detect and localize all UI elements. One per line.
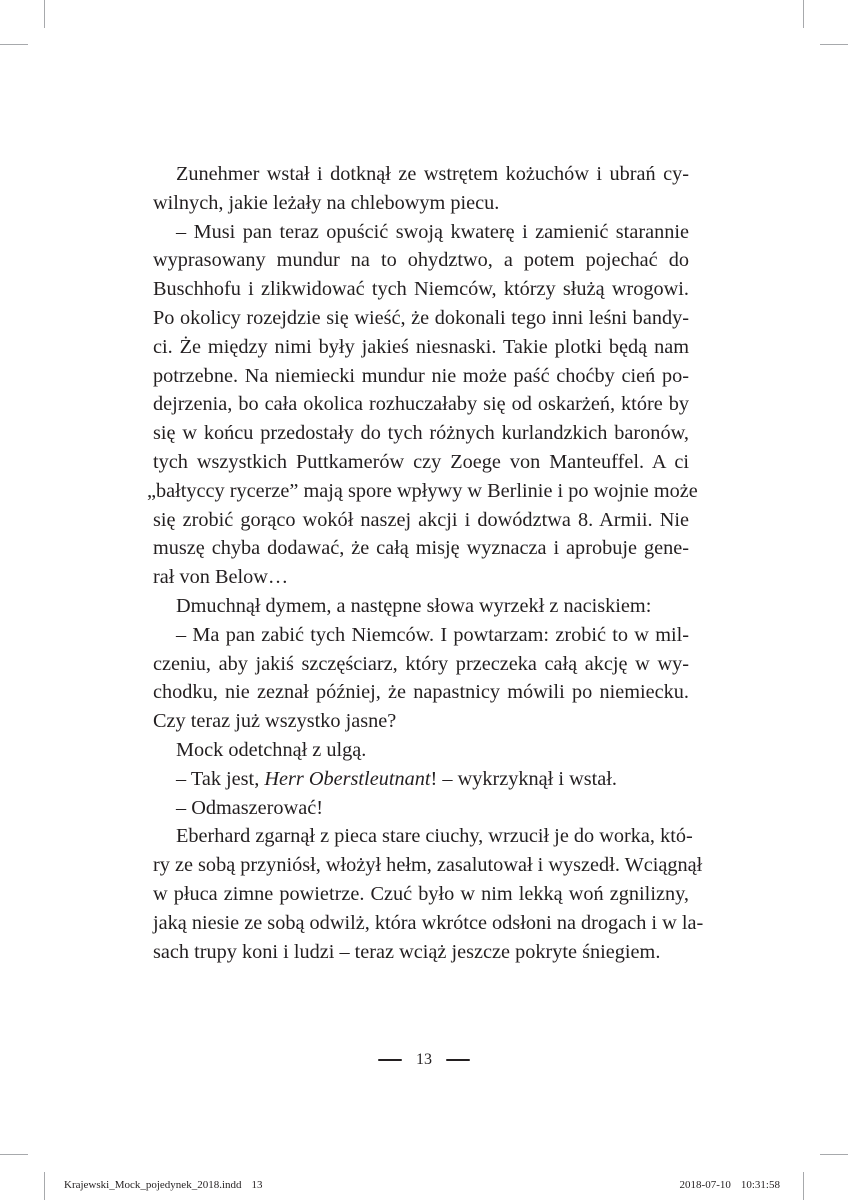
text-line: potrzebne. Na niemiecki mundur nie może paść choćby cień po-	[153, 364, 689, 387]
page-number-value: 13	[416, 1051, 432, 1068]
slug-file-name: Krajewski_Mock_pojedynek_2018.indd	[64, 1179, 242, 1191]
text-line: – Odmaszerować!	[176, 796, 323, 819]
slug-date: 2018-07-10	[679, 1179, 731, 1191]
text-line: tych wszystkich Puttkamerów czy Zoege von Manteuffel. A ci	[153, 450, 689, 473]
text-line: się w końcu przedostały do tych różnych kurlandzkich baronów,	[153, 422, 689, 445]
body-text	[147, 160, 704, 966]
text-line: jaką niesie ze sobą odwilż, która wkrótce odsłoni na drogach i w la-	[153, 911, 704, 934]
crop-mark-top-right-vertical	[803, 0, 804, 28]
crop-mark-top-right-horizontal	[820, 44, 848, 45]
text-line: czeniu, aby jakiś szczęściarz, który przeczeka całą akcję w wy-	[153, 652, 689, 675]
text-line: – Ma pan zabić tych Niemców. I powtarzam: zrobić to w mil-	[176, 623, 689, 646]
text-line: w płuca zimne powietrze. Czuć było w nim lekką woń zgnilizny,	[153, 882, 689, 905]
folio-dash-left	[378, 1059, 402, 1061]
text-line: Dmuchnął dymem, a następne słowa wyrzekł z naciskiem:	[176, 594, 652, 617]
crop-mark-bottom-left-horizontal	[0, 1154, 28, 1155]
dialogue-start: – Tak jest,	[176, 767, 265, 790]
folio-dash-right	[446, 1059, 470, 1061]
text-line: ci. Że między nimi były jakieś niesnaski. Takie plotki będą nam	[153, 335, 689, 358]
text-line: – Musi pan teraz opuścić swoją kwaterę i zamienić starannie	[176, 220, 689, 243]
text-line: muszę chyba dodawać, że całą misję wyznacza i aprobuje gene-	[153, 537, 689, 560]
text-line: Eberhard zgarnął z pieca stare ciuchy, wrzucił je do worka, któ-	[176, 825, 693, 848]
text-line: „bałtyccy rycerze” mają spore wpływy w Berlinie i po wojnie może	[147, 479, 698, 502]
crop-mark-bottom-right-vertical	[803, 1172, 804, 1200]
crop-mark-bottom-left-vertical	[44, 1172, 45, 1200]
text-line: Zunehmer wstał i dotknął ze wstrętem kożuchów i ubrań cy-	[176, 163, 689, 185]
text-line: wilnych, jakie leżały na chlebowym piecu.	[153, 191, 500, 214]
text-line: ry ze sobą przyniósł, włożył hełm, zasalutował i wyszedł. Wciągnął	[153, 854, 703, 877]
text-line: rał von Below…	[153, 566, 289, 589]
slug-page-number: 13	[251, 1179, 263, 1191]
text-line: sach trupy koni i ludzi – teraz wciąż jeszcze pokryte śniegiem.	[153, 940, 661, 963]
crop-mark-top-left-vertical	[44, 0, 45, 28]
italic-phrase: Herr Oberstleutnant	[264, 767, 431, 790]
crop-mark-bottom-right-horizontal	[820, 1154, 848, 1155]
text-line: chodku, nie zeznał później, że napastnicy mówili po niemiecku.	[153, 681, 689, 704]
text-line: Mock odetchnął z ulgą.	[176, 738, 367, 761]
slug-file-info	[64, 1178, 263, 1192]
text-line: Czy teraz już wszystko jasne?	[153, 710, 397, 733]
text-line-with-italic	[153, 765, 689, 794]
text-line: się zrobić gorąco wokół naszej akcji i dowództwa 8. Armii. Nie	[153, 508, 689, 531]
slug-timestamp	[680, 1178, 780, 1192]
text-line: Buschhofu i zlikwidować tych Niemców, którzy służą wrogowi.	[153, 278, 689, 301]
page-number	[0, 1048, 848, 1072]
dialogue-end: ! – wykrzyknął i wstał.	[430, 767, 617, 790]
crop-mark-top-left-horizontal	[0, 44, 28, 45]
text-line: dejrzenia, bo cała okolica rozhuczałaby się od oskarżeń, które by	[153, 393, 689, 416]
text-line: wyprasowany mundur na to ohydztwo, a potem pojechać do	[153, 249, 689, 272]
text-line: Po okolicy rozejdzie się wieść, że dokonali tego inni leśni bandy-	[153, 306, 689, 329]
slug-time: 10:31:58	[740, 1179, 780, 1191]
